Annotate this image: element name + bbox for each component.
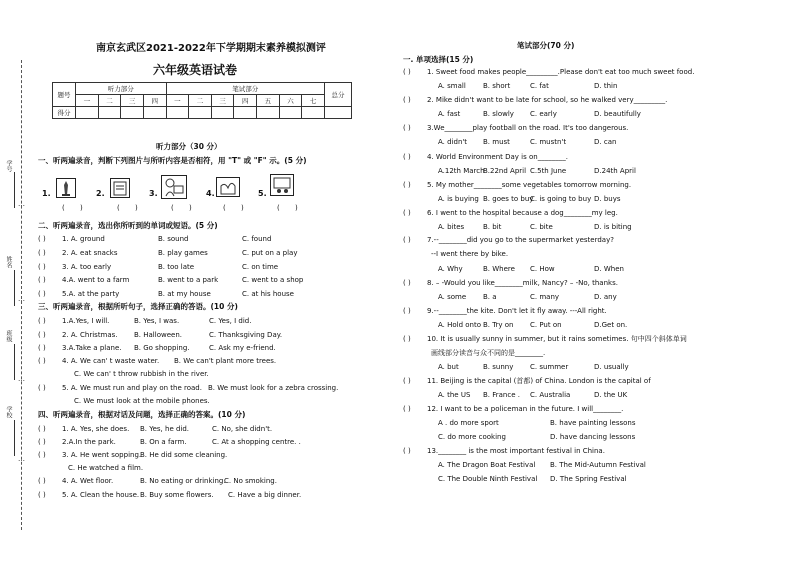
option-c: C. Yes, I did. [209,317,252,325]
score-header-listening: 听力部分 [76,83,167,95]
listening-sec4-title: 四、听两遍录音，根据对话及问题，选择正确的答案。(10 分) [38,410,246,419]
question-text: 3. A. He went sopping. [62,451,142,459]
question-text: 5. A. We must run and play on the road. [62,384,202,392]
option-c: C. No smoking. [224,477,277,485]
question-text: 1. Sweet food makes people_________.Please don't eat too much sweet food. [427,68,695,76]
option-c: C. found [242,235,272,243]
question-text: 4.A. went to a farm [62,276,130,284]
option-b: B. The Mid-Autumn Festival [550,461,646,469]
option-b: B. Where [483,265,515,273]
score-col: 三 [211,95,234,107]
answer-paren[interactable]: ( ) [38,235,46,243]
side-dot: … [18,295,25,303]
question-text: 5.A. at the party [62,290,120,298]
option-b: B. sunny [483,363,514,371]
answer-paren[interactable]: ( ) [403,335,411,343]
option-b: B. a [483,293,497,301]
side-dot: … [18,200,25,208]
answer-paren-close: ) [241,204,244,212]
side-label-class: 班级 [5,330,12,342]
answer-paren[interactable]: ( ) [403,279,411,287]
score-col: 二 [98,95,121,107]
option-b: B. We can't plant more trees. [174,357,277,365]
side-label-school: 学校 [5,406,12,418]
option-a: A. Why [438,265,463,273]
listening-sec2-title: 二、听两遍录音，选出你所听到的单词或短语。(5 分) [38,221,218,230]
option-c: C. went to a shop [242,276,304,284]
answer-paren[interactable]: ( ) [403,96,411,104]
listening-sec1-title: 一、听两遍录音，判断下列图片与所听内容是否相符，用 "T" 或 "F" 示。(5 分) [38,156,307,165]
option-a: A. bites [438,223,465,231]
side-label-student-id: 学号 [5,160,12,172]
option-d: D. can [594,138,617,146]
answer-paren[interactable]: ( ) [38,451,46,459]
score-cell[interactable] [98,107,121,119]
score-cell[interactable] [189,107,212,119]
option-c: C. at his house [242,290,294,298]
option-b: B. goes to buy [483,195,534,203]
option-b: B. On a farm. [140,438,187,446]
pic-num: 5. [258,189,267,198]
question-text: 2. A. eat snacks [62,249,118,257]
option-b: B. play games [158,249,208,257]
classroom-icon [270,174,294,196]
pic-num: 1. [42,189,51,198]
question-text: 2. A. Christmas. [62,331,118,339]
score-cell[interactable] [257,107,280,119]
question-text: 3. A. too early [62,263,112,271]
score-cell[interactable] [76,107,99,119]
option-d: D. usually [594,363,629,371]
listening-sec3-title: 三、听两遍录音，根据所听句子，选择正确的答语。(10 分) [38,302,238,311]
answer-paren[interactable]: ( ) [403,405,411,413]
answer-paren[interactable]: ( ) [38,477,46,485]
option-a: A. Hold onto [438,321,482,329]
answer-paren[interactable]: ( ) [403,307,411,315]
score-col: 五 [257,95,280,107]
answer-paren[interactable]: ( ) [38,357,46,365]
answer-paren[interactable]: ( ) [403,377,411,385]
score-col: 一 [166,95,189,107]
score-cell[interactable] [302,107,325,119]
option-c: C. No, she didn't. [212,425,273,433]
option-a: A. is buying [438,195,479,203]
side-dot: … [18,455,25,463]
option-b: B. bit [483,223,502,231]
answer-paren[interactable]: ( ) [38,438,46,446]
option-a: A . do more sport [438,419,499,427]
option-b: B. at my house [158,290,211,298]
score-header-written: 笔试部分 [166,83,325,95]
option-d: D. beautifully [594,110,641,118]
exam-subtitle: 六年级英语试卷 [153,63,238,77]
written-sec1-title: 一. 单项选择(15 分) [403,55,474,64]
question-text: 11. Beijing is the capital (首都) of China. London is the capital of [427,377,651,385]
option-c: C. Ask my e-friend. [209,344,276,352]
option-d: D. any [594,293,617,301]
exam-title: 南京玄武区2021-2022年下学期期末素养模拟测评 [96,43,326,54]
option-c: C. We must look at the mobile phones. [74,397,210,405]
question-text: 9.--________the kite. Don't let it fly away. ---All right. [427,307,607,315]
score-col: 四 [234,95,257,107]
option-a: A. but [438,363,459,371]
option-c: C. We can' t throw rubbish in the river. [74,370,209,378]
answer-paren[interactable]: ( ) [38,344,46,352]
answer-paren-open: ( [277,204,280,212]
option-c: C.5th June [530,167,567,175]
question-text: 4. A. Wet floor. [62,477,114,485]
question-text: 5. A. Clean the house. [62,491,140,499]
question-text: 8. – -Would you like________milk, Nancy? – -No, thanks. [427,279,618,287]
question-text-cont: --I went there by bike. [431,250,509,258]
score-col: 六 [279,95,302,107]
answer-paren[interactable]: ( ) [403,153,411,161]
side-fill-line [14,270,15,306]
score-cell[interactable] [166,107,189,119]
option-c: C. Thanksgiving Day. [209,331,283,339]
answer-paren-close: ) [135,204,138,212]
option-b: B. Buy some flowers. [140,491,214,499]
option-b: B. Try on [483,321,514,329]
side-fill-line [14,420,15,456]
answer-paren[interactable]: ( ) [38,384,46,392]
score-col: 三 [121,95,144,107]
option-c: C. do more cooking [438,433,506,441]
answer-paren-open: ( [62,204,65,212]
option-a: A. the US [438,391,471,399]
question-text: 1.A.Yes, I will. [62,317,110,325]
option-c: C. At a shopping centre. . [212,438,301,446]
option-b: B. sound [158,235,189,243]
question-text: 12. I want to be a policeman in the future. I will________. [427,405,624,413]
option-d: D. have dancing lessons [550,433,636,441]
option-b: B. He did some cleaning. [140,451,228,459]
question-text: 1. A. Yes, she does. [62,425,130,433]
option-b: B. We must look for a zebra crossing. [208,384,339,392]
answer-paren-close: ) [189,204,192,212]
score-row-label: 得分 [53,107,76,119]
option-c: C. on time [242,263,279,271]
option-b: B. too late [158,263,195,271]
answer-paren[interactable]: ( ) [38,276,46,284]
option-b: B. No eating or drinking. [140,477,226,485]
side-fill-line [14,172,15,208]
answer-paren[interactable]: ( ) [38,263,46,271]
option-b: B. went to a park [158,276,219,284]
option-b: B.22nd April [483,167,527,175]
answer-paren[interactable]: ( ) [403,236,411,244]
option-b: B. short [483,82,511,90]
option-d: D.24th April [594,167,636,175]
answer-paren-close: ) [80,204,83,212]
side-label-name: 姓名 [5,256,12,268]
statue-of-liberty-icon [56,178,76,198]
option-a: A. small [438,82,466,90]
score-col: 一 [76,95,99,107]
option-c: C. How [530,265,555,273]
score-col: 七 [302,95,325,107]
option-b: B. have painting lessons [550,419,636,427]
question-text: 10. It is usually sunny in summer, but it rains sometimes. 句中四个斜体单词 [427,335,687,343]
listening-heading: 听力部分（30 分） [156,142,222,151]
option-c: C. fat [530,82,549,90]
answer-paren[interactable]: ( ) [38,290,46,298]
option-a: A. The Dragon Boat Festival [438,461,536,469]
book-icon [110,178,130,198]
option-c: C. bite [530,223,553,231]
written-heading: 笔试部分(70 分) [517,41,575,50]
option-b: B. must [483,138,510,146]
option-d: D.Get on. [594,321,628,329]
binding-strip [0,0,42,561]
answer-paren-close: ) [295,204,298,212]
question-text: 7.--________did you go to the supermarket yesterday? [427,236,614,244]
question-text: 2. Mike didn't want to be late for school, so he walked very_________. [427,96,668,104]
score-cell[interactable] [121,107,144,119]
option-d: D. When [594,265,624,273]
option-d: D. thin [594,82,618,90]
option-c: C. The Double Ninth Festival [438,475,538,483]
side-dot: … [18,375,25,383]
answer-paren[interactable]: ( ) [38,425,46,433]
question-text: 4. A. We can' t waste water. [62,357,160,365]
option-c: C. Put on [530,321,562,329]
option-c: C. Australia [530,391,571,399]
answer-paren-open: ( [171,204,174,212]
option-b: B. Halloween. [134,331,182,339]
question-text: 6. I went to the hospital because a dog________my leg. [427,209,618,217]
answer-paren[interactable]: ( ) [38,317,46,325]
question-text: 4. World Environment Day is on________. [427,153,568,161]
question-text: 5. My mother________some vegetables tomorrow morning. [427,181,632,189]
score-cell[interactable] [234,107,257,119]
option-a: A.12th March [438,167,485,175]
option-b: B. Yes, I was. [134,317,180,325]
option-c: C. He watched a film. [68,464,144,472]
question-text-cont: 画线部分读音与众不同的是________. [431,349,546,357]
answer-paren-open: ( [223,204,226,212]
answer-paren[interactable]: ( ) [403,209,411,217]
option-b: B. Go shopping. [134,344,190,352]
option-c: C. Have a big dinner. [228,491,302,499]
option-b: B. slowly [483,110,514,118]
score-cell[interactable] [325,107,352,119]
score-col: 四 [143,95,166,107]
option-c: C. many [530,293,560,301]
question-text: 2.A.In the park. [62,438,116,446]
side-fill-line [14,344,15,380]
score-header-qnum: 题号 [53,83,76,107]
option-a: A. didn't [438,138,468,146]
pic-num: 4. [206,189,215,198]
score-cell[interactable] [279,107,302,119]
reading-boy-icon [161,175,187,199]
option-c: C. mustn't [530,138,567,146]
option-d: D. is biting [594,223,632,231]
score-header-total: 总分 [325,83,352,107]
answer-paren[interactable]: ( ) [403,124,411,132]
pic-num: 2. [96,189,105,198]
pic-num: 3. [149,189,158,198]
answer-paren[interactable]: ( ) [403,181,411,189]
answer-paren-open: ( [117,204,120,212]
answer-paren[interactable]: ( ) [403,447,411,455]
score-col: 二 [189,95,212,107]
question-text: 3.We________play football on the road. It's too dangerous. [427,124,629,132]
option-d: D. the UK [594,391,628,399]
score-cell[interactable] [211,107,234,119]
answer-paren[interactable]: ( ) [403,68,411,76]
answer-paren[interactable]: ( ) [38,491,46,499]
plant-icon [216,177,240,197]
option-c: C. summer [530,363,569,371]
option-b: B. France . [483,391,520,399]
question-text: 13.________ is the most important festival in China. [427,447,605,455]
question-text: 3.A.Take a plane. [62,344,122,352]
answer-paren[interactable]: ( ) [38,331,46,339]
option-a: A. some [438,293,467,301]
answer-paren[interactable]: ( ) [38,249,46,257]
option-c: C. put on a play [242,249,298,257]
score-cell[interactable] [143,107,166,119]
question-text: 1. A. ground [62,235,105,243]
option-b: B. Yes, he did. [140,425,190,433]
option-d: D. The Spring Festival [550,475,627,483]
score-table [52,82,352,119]
option-a: A. fast [438,110,461,118]
option-c: C. is going to buy [530,195,592,203]
option-c: C. early [530,110,557,118]
option-d: D. buys [594,195,621,203]
